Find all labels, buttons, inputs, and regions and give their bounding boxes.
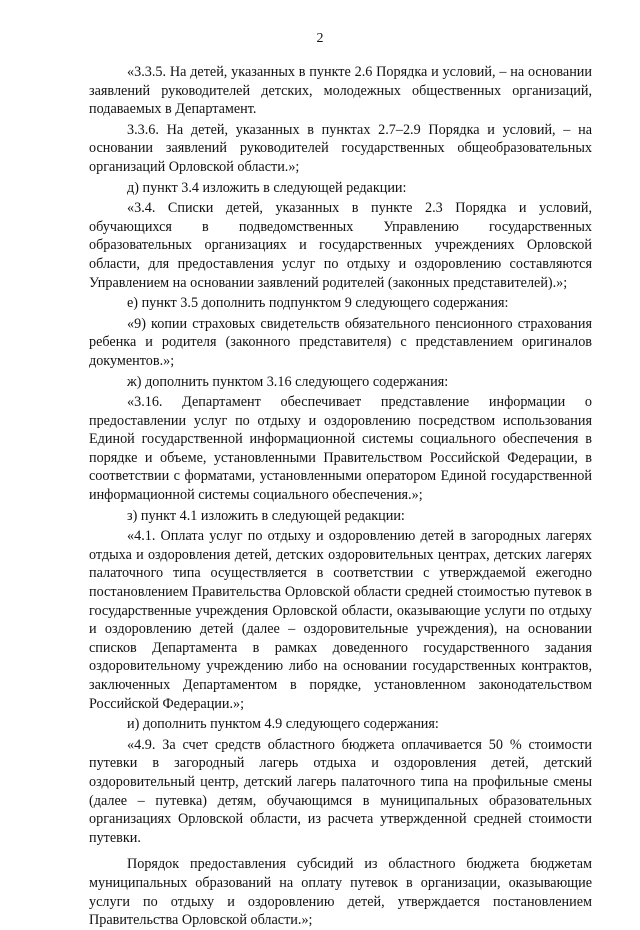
paragraph-item-i: и) дополнить пунктом 4.9 следующего содержания: <box>127 716 439 733</box>
document-body <box>89 63 592 930</box>
paragraph-subsidy-procedure: Порядок предоставления субсидий из областного бюджета бюджетам муниципальных образований на оплату путевок в организации, оказывающие услуги по отдыху и оздоровлению детей, утверждается постановлением Правительства Орловской области.»; <box>89 856 592 929</box>
paragraph-subitem-9: «9) копии страховых свидетельств обязательного пенсионного страхования ребенка и родителя (законного представителя) с представлением оригиналов документов.»; <box>89 315 592 369</box>
paragraph-3-16: «3.16. Департамент обеспечивает представление информации о предоставлении услуг по отдыху и оздоровлению посредством использования Единой государственной информационной системы социального обеспечения в порядке и объеме, установленными Правительством Российской Федерации, в соответствии с форматами, установленными оператором Единой государственной информационной системы социального обеспечения.»; <box>89 394 592 504</box>
paragraph-item-zh: ж) дополнить пунктом 3.16 следующего содержания: <box>127 373 449 390</box>
paragraph-3-4: «3.4. Списки детей, указанных в пункте 2.3 Порядка и условий, обучающихся в подведомственных Управлению государственных образовательных организациях и государственных учреждениях Орловской области, для предоставления услуг по отдыху и оздоровлению составляются Управлением на основании заявлений родителей (законных представителей).»; <box>89 200 592 291</box>
paragraph-item-e: е) пункт 3.5 дополнить подпунктом 9 следующего содержания: <box>127 295 509 312</box>
paragraph-4-1: «4.1. Оплата услуг по отдыху и оздоровлению детей в загородных лагерях отдыха и оздоровления детей, детских оздоровительных центрах, детских лагерях палаточного типа осуществляется в соответствии с утверждаемой ежегодно постановлением Правительства Орловской области средней стоимостью путевок в государственные учреждения Орловской области, оказывающие услуги по отдыху и оздоровлению детей (далее – оздоровительные учреждения), на основании списков Департамента в рамках доведенного государственного задания оздоровительному учреждению либо на основании государственных контрактов, заключенных Департаментом в порядке, установленном законодательством Российской Федерации.»; <box>89 528 592 712</box>
page-number: 2 <box>316 31 324 46</box>
paragraph-item-d: д) пункт 3.4 изложить в следующей редакции: <box>127 179 407 196</box>
paragraph-3-3-6: 3.3.6. На детей, указанных в пунктах 2.7–2.9 Порядка и условий, – на основании заявлений руководителей государственных общеобразовательных организаций Орловской области.»; <box>89 121 592 175</box>
paragraph-3-3-5: «3.3.5. На детей, указанных в пункте 2.6 Порядка и условий, – на основании заявлений руководителей детских, молодежных общественных организаций, подаваемых в Департамент. <box>89 64 592 118</box>
paragraph-item-z: з) пункт 4.1 изложить в следующей редакции: <box>127 507 405 524</box>
paragraph-4-9: «4.9. За счет средств областного бюджета оплачивается 50 % стоимости путевки в загородный лагерь отдыха и оздоровления детей, детский оздоровительный центр, детский лагерь палаточного типа на профильные смены (далее – путевка) детям, обучающимся в муниципальных образовательных организациях Орловской области, из расчета утвержденной средней стоимости путевки. <box>89 736 592 846</box>
